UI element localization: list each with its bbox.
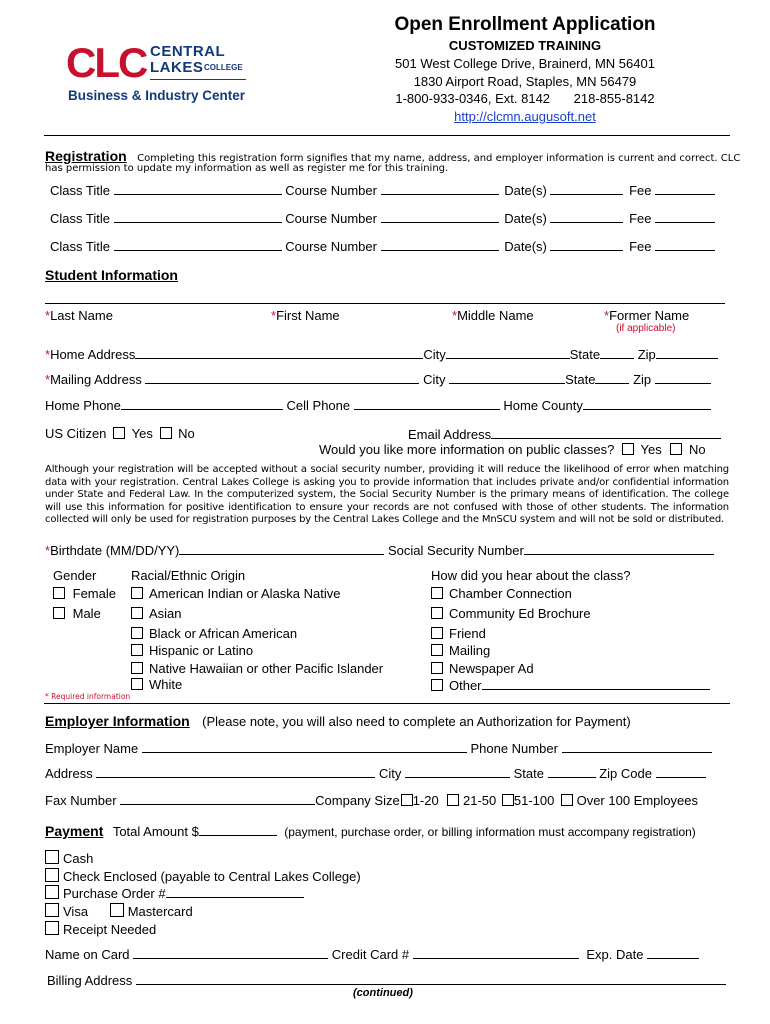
required-asterisk: *	[604, 308, 610, 323]
male-label: Male	[72, 606, 101, 621]
us-citizen-no-label: No	[178, 426, 195, 441]
receipt-label: Receipt Needed	[63, 922, 157, 937]
race-label: White	[149, 677, 183, 692]
race-checkbox[interactable]	[131, 587, 143, 599]
ssn-disclosure-paragraph: Although your registration will be accepted without a social security number, providing it will reduce the likelihood of error when matching data with your registration. Central Lakes College is asking you to provide information that includes private and/or confidential information under State and Federal Law. In the computerized system, the Social Security Number is the primary means of identification. The college will use this information for positive identification to ensure your records are not confused with those of other students. The information collected will only be used for registration purposes by the Central Lakes College and the MnSCU system and will not be sold or distributed.	[45, 464, 729, 525]
us-citizen-yes-checkbox[interactable]	[113, 427, 125, 439]
size-21-50-checkbox[interactable]	[447, 794, 459, 806]
course-number-input[interactable]	[381, 182, 499, 195]
payment-receipt-row	[45, 921, 156, 937]
race-option	[131, 677, 182, 692]
employer-address-input[interactable]	[96, 765, 375, 778]
payment-po-row	[45, 885, 304, 901]
logo-line1: CENTRAL	[150, 43, 226, 60]
course-number-label: Course Number	[285, 239, 377, 254]
female-label: Female	[72, 586, 116, 601]
fee-label: Fee	[629, 239, 652, 254]
employer-state-input[interactable]	[548, 765, 596, 778]
employer-name-input[interactable]	[142, 740, 467, 753]
fee-input[interactable]	[655, 182, 715, 195]
email-input[interactable]	[491, 426, 721, 439]
ssn-label: Social Security Number	[388, 543, 524, 558]
company-size-label: Company Size	[315, 793, 400, 808]
employer-fax-row	[45, 792, 698, 808]
receipt-checkbox[interactable]	[45, 921, 59, 935]
heard-option	[431, 661, 534, 676]
payment-heading-line	[45, 823, 696, 841]
public-classes-yes-checkbox[interactable]	[622, 443, 634, 455]
logo-line2: LAKES	[150, 59, 204, 76]
race-label: American Indian or Alaska Native	[149, 586, 341, 601]
cell-phone-input[interactable]	[354, 397, 500, 410]
class-title-label: Class Title	[50, 183, 110, 198]
state-input[interactable]	[595, 371, 629, 384]
credit-card-label: Credit Card #	[331, 947, 410, 962]
course-number-label: Course Number	[285, 183, 377, 198]
heard-option	[431, 677, 710, 693]
total-amount-note: (payment, purchase order, or billing information must accompany registration)	[284, 825, 696, 839]
billing-address-input[interactable]	[136, 972, 726, 985]
name-on-card-input[interactable]	[133, 946, 328, 959]
city-label: City	[423, 347, 446, 362]
employer-heading: Employer Information	[45, 713, 190, 729]
page-title: Open Enrollment Application	[394, 14, 656, 35]
fax-number-input[interactable]	[120, 792, 315, 805]
size-21-50-label: 21-50	[462, 793, 497, 808]
size-51-100-label: 51-100	[513, 793, 555, 808]
race-option	[131, 586, 340, 601]
size-over-100-label: Over 100 Employees	[576, 793, 698, 808]
employer-state-label: State	[513, 766, 544, 781]
cell-phone-label: Cell Phone	[286, 398, 351, 413]
credit-card-input[interactable]	[413, 946, 579, 959]
last-name-label: Last Name	[50, 308, 113, 323]
state-input[interactable]	[600, 346, 634, 359]
public-classes-no-checkbox[interactable]	[670, 443, 682, 455]
male-checkbox[interactable]	[53, 607, 65, 619]
section-divider	[44, 703, 730, 704]
dates-input[interactable]	[550, 238, 623, 251]
home-address-row	[45, 346, 718, 362]
heard-checkbox[interactable]	[431, 607, 443, 619]
zip-label: Zip	[637, 347, 656, 362]
race-option	[131, 661, 383, 676]
last-name-label-wrap	[45, 308, 113, 323]
required-asterisk: *	[45, 347, 51, 362]
required-asterisk: *	[45, 543, 51, 558]
name-on-card-label: Name on Card	[45, 947, 130, 962]
heard-label: Other	[449, 678, 482, 693]
dates-label: Date(s)	[504, 239, 547, 254]
email-row	[408, 426, 721, 442]
race-option	[131, 626, 297, 641]
home-county-input[interactable]	[583, 397, 711, 410]
birthdate-label: Birthdate (MM/DD/YY)	[50, 543, 180, 558]
race-checkbox[interactable]	[131, 607, 143, 619]
cash-checkbox[interactable]	[45, 850, 59, 864]
employer-zip-input[interactable]	[656, 765, 706, 778]
middle-name-label: Middle Name	[457, 308, 534, 323]
former-name-label-wrap	[604, 308, 689, 323]
exp-date-input[interactable]	[647, 946, 699, 959]
heard-option	[431, 606, 591, 621]
us-citizen-label: US Citizen	[45, 426, 107, 441]
header-phone2: 218-855-8142	[573, 91, 655, 106]
race-checkbox[interactable]	[131, 627, 143, 639]
header-url-link[interactable]: http://clcmn.augusoft.net	[454, 109, 596, 124]
class-row-3	[50, 238, 715, 254]
header-url-line	[385, 107, 665, 127]
payment-card-row	[45, 903, 193, 919]
home-phone-label: Home Phone	[45, 398, 121, 413]
female-checkbox[interactable]	[53, 587, 65, 599]
race-option	[131, 643, 253, 658]
employer-phone-input[interactable]	[562, 740, 712, 753]
visa-checkbox[interactable]	[45, 903, 59, 917]
header-block	[385, 14, 665, 127]
class-title-input[interactable]	[114, 238, 282, 251]
continued-note: (continued)	[353, 987, 413, 999]
heard-label: Friend	[449, 626, 486, 641]
fee-label: Fee	[629, 211, 652, 226]
gender-male-row	[53, 606, 101, 621]
heard-checkbox[interactable]	[431, 662, 443, 674]
public-classes-no-label: No	[689, 442, 706, 457]
birthdate-row	[45, 542, 714, 558]
class-title-input[interactable]	[114, 182, 282, 195]
employer-city-label: City	[378, 766, 402, 781]
us-citizen-yes-label: Yes	[131, 426, 153, 441]
header-phones	[385, 90, 665, 107]
other-input[interactable]	[482, 677, 710, 690]
mastercard-label: Mastercard	[127, 904, 193, 919]
payment-check-row	[45, 868, 361, 884]
registration-heading: Registration	[45, 148, 127, 164]
employer-zip-label: Zip Code	[599, 766, 652, 781]
race-option	[131, 606, 182, 621]
po-label: Purchase Order #	[63, 886, 166, 901]
header-address1: 501 West College Drive, Brainerd, MN 56401	[395, 56, 655, 71]
us-citizen-row	[45, 426, 195, 441]
logo-mark: CLC	[66, 39, 147, 86]
total-amount-input[interactable]	[199, 823, 277, 836]
required-asterisk: *	[452, 308, 458, 323]
cash-label: Cash	[63, 851, 94, 866]
employer-note: (Please note, you will also need to complete an Authorization for Payment)	[202, 714, 631, 729]
mailing-address-row	[45, 371, 711, 387]
employer-name-label: Employer Name	[45, 741, 139, 756]
heard-checkbox[interactable]	[431, 679, 443, 691]
employer-phone-label: Phone Number	[470, 741, 558, 756]
birthdate-input[interactable]	[179, 542, 384, 555]
heard-label: Mailing	[449, 643, 491, 658]
mastercard-checkbox[interactable]	[110, 903, 124, 917]
email-label: Email Address	[408, 427, 492, 442]
logo-line2-suffix: COLLEGE	[204, 63, 243, 72]
employer-heading-line	[45, 713, 631, 731]
first-name-label: First Name	[276, 308, 340, 323]
course-number-input[interactable]	[381, 238, 499, 251]
race-label: Hispanic or Latino	[149, 643, 254, 658]
mailing-address-input[interactable]	[145, 371, 419, 384]
dates-input[interactable]	[550, 182, 623, 195]
home-address-input[interactable]	[135, 346, 423, 359]
check-checkbox[interactable]	[45, 868, 59, 882]
logo-divider	[150, 79, 246, 80]
ssn-input[interactable]	[524, 542, 714, 555]
fee-input[interactable]	[655, 238, 715, 251]
registration-note-2: has permission to update my information as well as register me for this training.	[45, 163, 449, 174]
city-label: City	[423, 372, 446, 387]
course-number-label: Course Number	[285, 211, 377, 226]
heard-option	[431, 626, 486, 641]
class-row-2	[50, 210, 715, 226]
class-title-input[interactable]	[114, 210, 282, 223]
heard-option	[431, 586, 572, 601]
payment-cash-row	[45, 850, 93, 866]
clc-logo	[66, 39, 251, 107]
student-heading: Student Information	[45, 267, 178, 283]
po-input[interactable]	[166, 885, 304, 898]
heard-label: Newspaper Ad	[449, 661, 534, 676]
logo-subtitle: Business & Industry Center	[68, 88, 246, 103]
required-asterisk: *	[45, 372, 51, 387]
state-label: State	[565, 372, 596, 387]
exp-date-label: Exp. Date	[586, 947, 644, 962]
billing-address-row	[47, 972, 726, 988]
heard-label: Community Ed Brochure	[449, 606, 591, 621]
race-label: Native Hawaiian or other Pacific Islander	[149, 661, 384, 676]
mailing-address-label: Mailing Address	[50, 372, 142, 387]
zip-input[interactable]	[656, 346, 718, 359]
required-info-note: * Required information	[45, 692, 131, 701]
zip-input[interactable]	[655, 371, 711, 384]
size-1-20-label: 1-20	[412, 793, 439, 808]
how-heard-heading: How did you hear about the class?	[431, 568, 631, 583]
class-title-label: Class Title	[50, 239, 110, 254]
fee-input[interactable]	[655, 210, 715, 223]
city-input[interactable]	[446, 346, 570, 359]
check-label: Check Enclosed (payable to Central Lakes College)	[63, 869, 361, 884]
racial-heading: Racial/Ethnic Origin	[131, 568, 246, 583]
home-county-label: Home County	[503, 398, 583, 413]
required-asterisk: *	[45, 308, 51, 323]
employer-address-label: Address	[45, 766, 93, 781]
heard-checkbox[interactable]	[431, 644, 443, 656]
size-over-100-checkbox[interactable]	[561, 794, 573, 806]
state-label: State	[569, 347, 601, 362]
heard-option	[431, 643, 490, 658]
class-row-1	[50, 182, 715, 198]
us-citizen-no-checkbox[interactable]	[160, 427, 172, 439]
visa-label: Visa	[63, 904, 89, 919]
zip-label: Zip	[633, 372, 652, 387]
if-applicable-note: (if applicable)	[616, 323, 676, 334]
race-checkbox[interactable]	[131, 644, 143, 656]
fax-number-label: Fax Number	[45, 793, 117, 808]
public-classes-row	[319, 442, 706, 457]
employer-name-row	[45, 740, 712, 756]
gender-heading: Gender	[53, 568, 97, 583]
race-label: Asian	[149, 606, 182, 621]
size-51-100-checkbox[interactable]	[502, 794, 514, 806]
header-divider	[44, 135, 730, 136]
first-name-label-wrap	[271, 308, 340, 323]
public-classes-label: Would you like more information on public classes?	[319, 442, 615, 457]
dates-input[interactable]	[550, 210, 623, 223]
heard-checkbox[interactable]	[431, 627, 443, 639]
employer-address-row	[45, 765, 706, 781]
home-address-label: Home Address	[50, 347, 136, 362]
dates-label: Date(s)	[504, 183, 547, 198]
course-number-input[interactable]	[381, 210, 499, 223]
city-input[interactable]	[449, 371, 565, 384]
heard-label: Chamber Connection	[449, 586, 572, 601]
billing-address-label: Billing Address	[47, 973, 133, 988]
heard-checkbox[interactable]	[431, 587, 443, 599]
required-asterisk: *	[271, 308, 277, 323]
po-checkbox[interactable]	[45, 885, 59, 899]
dates-label: Date(s)	[504, 211, 547, 226]
name-input-line[interactable]	[45, 303, 725, 304]
phone-row	[45, 397, 711, 413]
class-title-label: Class Title	[50, 211, 110, 226]
registration-note-1: Completing this registration form signifies that my name, address, and employer information is current and correct. CLC	[137, 153, 741, 164]
public-classes-yes-label: Yes	[640, 442, 662, 457]
card-details-row	[45, 946, 699, 962]
race-checkbox[interactable]	[131, 678, 143, 690]
header-phone1: 1-800-933-0346, Ext. 8142	[395, 91, 551, 106]
size-1-20-checkbox[interactable]	[401, 794, 413, 806]
middle-name-label-wrap	[452, 308, 534, 323]
total-amount-label: Total Amount $	[112, 824, 199, 839]
former-name-label: Former Name	[609, 308, 690, 323]
race-checkbox[interactable]	[131, 662, 143, 674]
payment-heading: Payment	[45, 823, 104, 839]
header-address2: 1830 Airport Road, Staples, MN 56479	[413, 74, 637, 89]
race-label: Black or African American	[149, 626, 298, 641]
employer-city-input[interactable]	[405, 765, 510, 778]
home-phone-input[interactable]	[121, 397, 283, 410]
gender-female-row	[53, 586, 116, 601]
fee-label: Fee	[629, 183, 652, 198]
header-subtitle: CUSTOMIZED TRAINING	[448, 38, 602, 53]
